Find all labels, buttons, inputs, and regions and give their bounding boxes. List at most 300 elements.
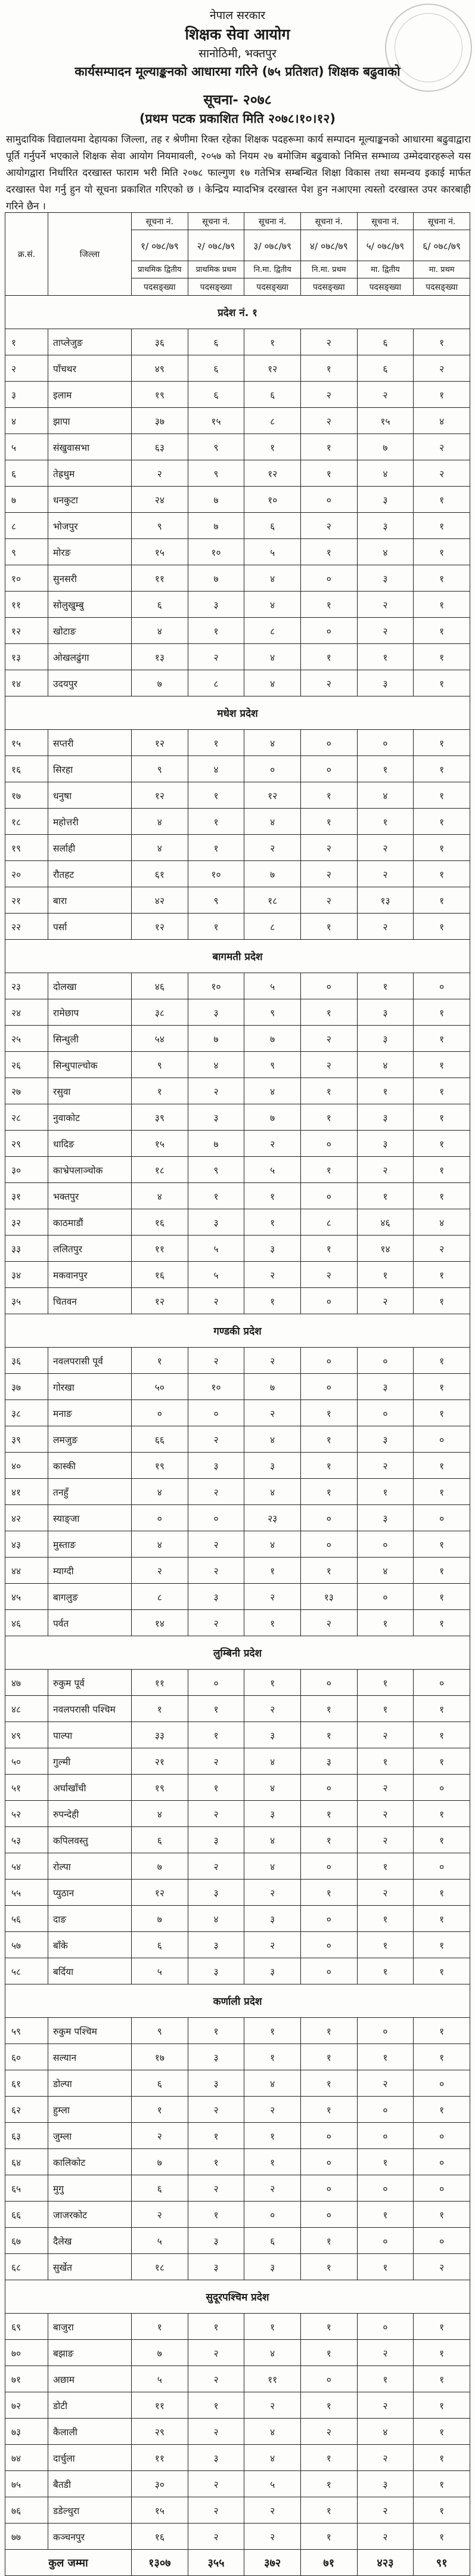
row-vacancy-count: ८ [300, 1209, 357, 1236]
row-vacancy-count: ६ [132, 2175, 188, 2202]
row-vacancy-count: २ [188, 1558, 244, 1584]
row-vacancy-count: ५ [244, 2471, 301, 2497]
province-header-row [5, 2280, 470, 2314]
row-vacancy-count: ३ [188, 2254, 244, 2280]
row-vacancy-count: ४ [357, 1052, 414, 1078]
row-vacancy-count: ७ [132, 2340, 188, 2366]
row-vacancy-count: २ [357, 835, 414, 861]
row-vacancy-count: ३ [357, 487, 414, 513]
row-serial-number: २१ [5, 887, 48, 914]
row-vacancy-count: ० [300, 618, 357, 644]
row-vacancy-count: १ [300, 460, 357, 487]
row-serial-number: ६५ [5, 2175, 48, 2202]
row-vacancy-count: २४ [132, 487, 188, 513]
row-serial-number: ५२ [5, 1801, 48, 1827]
row-vacancy-count: २ [357, 1880, 414, 1906]
row-vacancy-count: ११ [132, 2445, 188, 2471]
table-row [5, 1558, 470, 1584]
row-vacancy-count: १ [300, 809, 357, 835]
table-row [5, 1505, 470, 1531]
row-vacancy-count: २ [357, 2070, 414, 2097]
row-vacancy-count: १ [244, 2123, 301, 2149]
table-row [5, 1426, 470, 1453]
row-vacancy-count: २ [188, 2471, 244, 2497]
row-vacancy-count: २ [244, 2097, 301, 2123]
row-serial-number: ४० [5, 1453, 48, 1479]
row-vacancy-count: ११ [244, 2366, 301, 2392]
row-serial-number: ७१ [5, 2366, 48, 2392]
row-vacancy-count: २ [188, 1479, 244, 1505]
row-vacancy-count: १ [414, 513, 470, 539]
row-vacancy-count: ३८ [132, 999, 188, 1026]
row-vacancy-count: ४ [188, 756, 244, 782]
province-header-row [5, 1984, 470, 2018]
row-district-name: अछाम [48, 2366, 132, 2392]
row-vacancy-count: १ [414, 2471, 470, 2497]
row-vacancy-count: १ [300, 1426, 357, 1453]
row-serial-number: २४ [5, 999, 48, 1026]
column-header-notice-number: ४/ ०७८/७९ [300, 230, 357, 261]
row-district-name: बर्दिया [48, 1958, 132, 1984]
row-vacancy-count: ३ [357, 1505, 414, 1531]
row-vacancy-count: २ [244, 1400, 301, 1426]
row-vacancy-count: २ [357, 2445, 414, 2471]
row-vacancy-count: ६ [244, 382, 301, 408]
row-vacancy-count: १ [300, 999, 357, 1026]
row-vacancy-count: ७ [357, 434, 414, 460]
row-serial-number: ५ [5, 434, 48, 460]
row-vacancy-count: २ [414, 460, 470, 487]
row-vacancy-count: १३ [300, 1584, 357, 1610]
row-vacancy-count: ५ [244, 1157, 301, 1183]
total-vacancy-count: ३७२ [244, 2550, 301, 2576]
row-vacancy-count: १ [357, 2366, 414, 2392]
row-vacancy-count: ० [414, 1505, 470, 1531]
row-vacancy-count: २ [244, 2524, 301, 2550]
row-vacancy-count: ९ [132, 513, 188, 539]
row-vacancy-count: १ [188, 2149, 244, 2175]
row-vacancy-count: ४६ [357, 1209, 414, 1236]
row-vacancy-count: ३ [357, 1374, 414, 1400]
row-vacancy-count: ३ [244, 2254, 301, 2280]
row-vacancy-count: १ [244, 1288, 301, 1314]
row-vacancy-count: ० [300, 1505, 357, 1531]
row-vacancy-count: १ [414, 2340, 470, 2366]
row-serial-number: ५४ [5, 1853, 48, 1880]
row-district-name: बारा [48, 887, 132, 914]
row-vacancy-count: ६ [132, 1827, 188, 1853]
row-district-name: सुर्खेत [48, 2254, 132, 2280]
row-district-name: सिन्धुली [48, 1026, 132, 1052]
row-vacancy-count: ० [300, 1348, 357, 1374]
row-vacancy-count: १ [300, 1157, 357, 1183]
row-vacancy-count: ८ [188, 670, 244, 696]
row-district-name: मनाङ [48, 1400, 132, 1426]
row-vacancy-count: २ [357, 592, 414, 618]
table-row [5, 355, 470, 382]
row-vacancy-count: ९ [132, 756, 188, 782]
row-district-name: नुवाकोट [48, 1104, 132, 1131]
row-vacancy-count: ३ [188, 1104, 244, 1131]
row-vacancy-count: १ [414, 1104, 470, 1131]
row-district-name: जुम्ला [48, 2123, 132, 2149]
table-row [5, 2123, 470, 2149]
row-vacancy-count: ७ [188, 565, 244, 592]
row-vacancy-count: २ [244, 2175, 301, 2202]
row-vacancy-count: १ [414, 1584, 470, 1610]
row-district-name: सप्तरी [48, 730, 132, 756]
row-vacancy-count: १४ [357, 1236, 414, 1262]
row-district-name: पाल्पा [48, 1722, 132, 1748]
row-serial-number: १५ [5, 730, 48, 756]
row-vacancy-count: ५ [188, 1236, 244, 1262]
row-serial-number: २ [5, 355, 48, 382]
row-vacancy-count: १२ [132, 1880, 188, 1906]
row-vacancy-count: १ [300, 782, 357, 809]
row-vacancy-count: १ [244, 434, 301, 460]
row-vacancy-count: १९ [132, 1453, 188, 1479]
row-serial-number: ७६ [5, 2497, 48, 2524]
row-vacancy-count: १ [357, 756, 414, 782]
table-row [5, 782, 470, 809]
row-vacancy-count: ४ [244, 730, 301, 756]
row-vacancy-count: ४ [244, 644, 301, 670]
row-vacancy-count: ० [300, 2202, 357, 2228]
row-district-name: डोल्पा [48, 2070, 132, 2097]
row-serial-number: ४२ [5, 1505, 48, 1531]
row-vacancy-count: २ [357, 1827, 414, 1853]
row-vacancy-count: १८ [132, 1157, 188, 1183]
row-vacancy-count: १ [188, 1775, 244, 1801]
row-vacancy-count: ० [414, 2228, 470, 2254]
row-vacancy-count: १ [300, 2254, 357, 2280]
table-row [5, 756, 470, 782]
row-district-name: तेह्रथुम [48, 460, 132, 487]
table-row [5, 1584, 470, 1610]
row-vacancy-count: १ [414, 1479, 470, 1505]
row-vacancy-count: १ [357, 1183, 414, 1209]
row-serial-number: १३ [5, 644, 48, 670]
table-row [5, 2445, 470, 2471]
row-vacancy-count: २ [357, 1801, 414, 1827]
row-vacancy-count: ३ [188, 1880, 244, 1906]
row-district-name: सोलुखुम्बु [48, 592, 132, 618]
row-vacancy-count: १ [300, 2044, 357, 2070]
row-vacancy-count: ४ [244, 2445, 301, 2471]
row-district-name: नवलपरासी पूर्व [48, 1348, 132, 1374]
row-vacancy-count: २ [132, 460, 188, 487]
row-vacancy-count: १ [357, 809, 414, 835]
row-vacancy-count: २ [244, 1932, 301, 1958]
row-vacancy-count: २ [132, 1558, 188, 1584]
row-vacancy-count: ० [300, 1131, 357, 1157]
row-serial-number: ६ [5, 460, 48, 487]
row-vacancy-count: २ [188, 1610, 244, 1636]
row-vacancy-count: १ [300, 2340, 357, 2366]
row-vacancy-count: ७ [188, 513, 244, 539]
row-district-name: म्याग्दी [48, 1558, 132, 1584]
vacancy-table [5, 212, 470, 2576]
column-header-level: प्राथमिक द्वितीय [132, 261, 188, 278]
row-serial-number: ७४ [5, 2445, 48, 2471]
row-vacancy-count: १ [188, 914, 244, 940]
column-header-vacancy-label: पदसङ्ख्या [300, 278, 357, 296]
row-serial-number: ६२ [5, 2097, 48, 2123]
row-vacancy-count: १ [414, 592, 470, 618]
row-vacancy-count: ११ [132, 1670, 188, 1696]
row-vacancy-count: १५ [357, 408, 414, 434]
row-district-name: धनकुटा [48, 487, 132, 513]
column-header-vacancy-label: पदसङ्ख्या [414, 278, 470, 296]
row-vacancy-count: १८ [132, 2254, 188, 2280]
row-vacancy-count: १ [132, 1078, 188, 1104]
column-header-notice-number: ६/ ०७८/७९ [414, 230, 470, 261]
row-vacancy-count: १ [414, 861, 470, 887]
table-row [5, 1348, 470, 1374]
row-district-name: बैतडी [48, 2471, 132, 2497]
row-vacancy-count: १ [244, 329, 301, 355]
table-row [5, 809, 470, 835]
row-vacancy-count: २ [357, 1775, 414, 1801]
row-vacancy-count: १ [188, 1183, 244, 1209]
row-vacancy-count: १ [300, 2314, 357, 2340]
column-header-vacancy-label: पदसङ्ख्या [357, 278, 414, 296]
row-vacancy-count: २ [188, 1531, 244, 1558]
row-vacancy-count: २ [300, 1026, 357, 1052]
row-serial-number: ४७ [5, 1670, 48, 1696]
notice-subject: कार्यसम्पादन मूल्याङ्कनको आधारमा गरिने (७५ प्रतिशत) शिक्षक बढुवाको [74, 64, 401, 79]
row-vacancy-count: ५ [188, 1262, 244, 1288]
row-vacancy-count: ० [414, 1775, 470, 1801]
row-district-name: कास्की [48, 1453, 132, 1479]
row-vacancy-count: ४६ [132, 973, 188, 999]
row-vacancy-count: ४ [357, 539, 414, 565]
row-vacancy-count: १ [244, 2018, 301, 2044]
table-row [5, 2340, 470, 2366]
row-vacancy-count: ४ [244, 1827, 301, 1853]
row-vacancy-count: १ [300, 1453, 357, 1479]
row-vacancy-count: ३६ [132, 329, 188, 355]
table-row [5, 730, 470, 756]
row-vacancy-count: २ [300, 670, 357, 696]
table-row [5, 887, 470, 914]
table-row [5, 2419, 470, 2445]
row-serial-number: ६९ [5, 2314, 48, 2340]
row-vacancy-count: १० [188, 1374, 244, 1400]
row-vacancy-count: २ [357, 1453, 414, 1479]
table-row [5, 2202, 470, 2228]
row-vacancy-count: ० [414, 2070, 470, 2097]
row-vacancy-count: ७ [132, 1906, 188, 1932]
row-vacancy-count: ३ [244, 1801, 301, 1827]
row-district-name: लमजुङ [48, 1426, 132, 1453]
row-vacancy-count: ४ [414, 408, 470, 434]
row-vacancy-count: ९ [132, 1052, 188, 1078]
row-vacancy-count: २ [357, 618, 414, 644]
row-vacancy-count: २ [357, 861, 414, 887]
row-vacancy-count: ३ [357, 565, 414, 592]
row-district-name: मुगु [48, 2175, 132, 2202]
row-vacancy-count: २ [244, 2392, 301, 2419]
row-vacancy-count: ४ [244, 592, 301, 618]
row-district-name: पर्वत [48, 1610, 132, 1636]
row-serial-number: ३० [5, 1157, 48, 1183]
row-district-name: धादिङ [48, 1131, 132, 1157]
row-serial-number: ४५ [5, 1584, 48, 1610]
row-vacancy-count: ६६ [132, 1426, 188, 1453]
table-row [5, 835, 470, 861]
row-vacancy-count: १ [300, 1880, 357, 1906]
row-serial-number: ३१ [5, 1183, 48, 1209]
row-vacancy-count: ५० [132, 1374, 188, 1400]
row-vacancy-count: ४ [132, 1183, 188, 1209]
row-serial-number: १७ [5, 782, 48, 809]
row-vacancy-count: २ [188, 2497, 244, 2524]
row-district-name: रसुवा [48, 1078, 132, 1104]
row-vacancy-count: १ [188, 1696, 244, 1722]
row-vacancy-count: १५ [132, 2497, 188, 2524]
row-vacancy-count: १ [414, 2524, 470, 2550]
row-vacancy-count: १ [300, 355, 357, 382]
row-vacancy-count: ६ [244, 513, 301, 539]
table-row [5, 1400, 470, 1426]
row-vacancy-count: १२ [244, 460, 301, 487]
column-header-sn: क्र.सं. [5, 213, 48, 296]
row-vacancy-count: १ [414, 1453, 470, 1479]
row-district-name: मोरङ [48, 539, 132, 565]
row-vacancy-count: २ [188, 2366, 244, 2392]
row-vacancy-count: २ [188, 1348, 244, 1374]
table-row [5, 2497, 470, 2524]
row-vacancy-count: ४२ [132, 887, 188, 914]
row-vacancy-count: ३ [244, 1722, 301, 1748]
row-serial-number: १ [5, 329, 48, 355]
province-name: बागमती प्रदेश [5, 940, 470, 973]
row-vacancy-count: १ [414, 887, 470, 914]
row-vacancy-count: १ [188, 2202, 244, 2228]
row-vacancy-count: २ [300, 329, 357, 355]
row-serial-number: ४८ [5, 1696, 48, 1722]
row-vacancy-count: ८ [244, 618, 301, 644]
row-vacancy-count: १ [132, 2097, 188, 2123]
row-vacancy-count: ४ [244, 1531, 301, 1558]
row-vacancy-count: २ [244, 1696, 301, 1722]
row-vacancy-count: ९ [244, 999, 301, 1026]
table-row [5, 460, 470, 487]
row-district-name: सल्यान [48, 2044, 132, 2070]
row-vacancy-count: ४ [244, 1775, 301, 1801]
row-vacancy-count: ९ [132, 2018, 188, 2044]
row-vacancy-count: १ [300, 2471, 357, 2497]
table-row [5, 1696, 470, 1722]
row-vacancy-count: २ [188, 644, 244, 670]
row-district-name: रुपन्देही [48, 1801, 132, 1827]
table-row [5, 1479, 470, 1505]
row-vacancy-count: ३ [357, 670, 414, 696]
table-row [5, 1722, 470, 1748]
row-serial-number: १६ [5, 756, 48, 782]
row-vacancy-count: १ [414, 644, 470, 670]
row-vacancy-count: १ [300, 1236, 357, 1262]
row-vacancy-count: १ [300, 592, 357, 618]
row-vacancy-count: ५ [244, 539, 301, 565]
row-vacancy-count: २ [357, 382, 414, 408]
row-vacancy-count: ३ [357, 999, 414, 1026]
row-vacancy-count: १ [414, 2314, 470, 2340]
row-vacancy-count: १ [132, 2314, 188, 2340]
row-serial-number: ६३ [5, 2123, 48, 2149]
row-district-name: सर्लाही [48, 835, 132, 861]
row-district-name: पर्सा [48, 914, 132, 940]
row-serial-number: ४९ [5, 1722, 48, 1748]
row-vacancy-count: १ [414, 1906, 470, 1932]
row-vacancy-count: २ [188, 1288, 244, 1314]
row-vacancy-count: ७ [188, 487, 244, 513]
row-vacancy-count: १ [414, 1801, 470, 1827]
row-serial-number: ४३ [5, 1531, 48, 1558]
row-vacancy-count: १ [357, 644, 414, 670]
row-vacancy-count: १ [414, 1932, 470, 1958]
row-vacancy-count: ३ [188, 2228, 244, 2254]
row-serial-number: २६ [5, 1052, 48, 1078]
row-vacancy-count: १ [357, 1610, 414, 1636]
row-vacancy-count: ७ [188, 1131, 244, 1157]
row-vacancy-count: ३ [188, 2070, 244, 2097]
row-serial-number: ६७ [5, 2228, 48, 2254]
table-row [5, 1775, 470, 1801]
row-vacancy-count: १ [300, 1400, 357, 1426]
row-vacancy-count: १ [414, 329, 470, 355]
row-vacancy-count: १ [244, 1209, 301, 1236]
row-vacancy-count: १ [357, 1748, 414, 1775]
row-vacancy-count: ० [300, 730, 357, 756]
row-vacancy-count: ४ [244, 2419, 301, 2445]
row-vacancy-count: १ [300, 1722, 357, 1748]
row-serial-number: ५१ [5, 1775, 48, 1801]
row-vacancy-count: २ [300, 887, 357, 914]
row-vacancy-count: ६ [132, 592, 188, 618]
row-vacancy-count: २ [188, 1748, 244, 1775]
table-row [5, 1880, 470, 1906]
column-header-notice-number: ३/ ०७८/७९ [244, 230, 301, 261]
table-row [5, 1104, 470, 1131]
row-vacancy-count: १ [357, 1958, 414, 1984]
row-vacancy-count: १ [414, 1958, 470, 1984]
row-vacancy-count: ० [300, 1958, 357, 1984]
table-row [5, 861, 470, 887]
table-row [5, 539, 470, 565]
row-vacancy-count: १८ [244, 887, 301, 914]
row-district-name: तनहुँ [48, 1479, 132, 1505]
row-serial-number: २७ [5, 1078, 48, 1104]
row-vacancy-count: ० [300, 2366, 357, 2392]
row-vacancy-count: ० [357, 2175, 414, 2202]
row-district-name: रामेछाप [48, 999, 132, 1026]
row-vacancy-count: ३ [357, 513, 414, 539]
row-vacancy-count: ० [300, 2149, 357, 2175]
row-vacancy-count: १ [414, 1288, 470, 1314]
row-vacancy-count: ० [300, 1775, 357, 1801]
row-vacancy-count: ० [300, 2175, 357, 2202]
row-vacancy-count: ९ [244, 1052, 301, 1078]
row-vacancy-count: ३ [357, 2471, 414, 2497]
row-serial-number: ७२ [5, 2392, 48, 2419]
row-vacancy-count: १ [414, 1183, 470, 1209]
table-row [5, 513, 470, 539]
row-vacancy-count: ४ [188, 1906, 244, 1932]
row-vacancy-count: १ [244, 1183, 301, 1209]
row-vacancy-count: २ [188, 2175, 244, 2202]
